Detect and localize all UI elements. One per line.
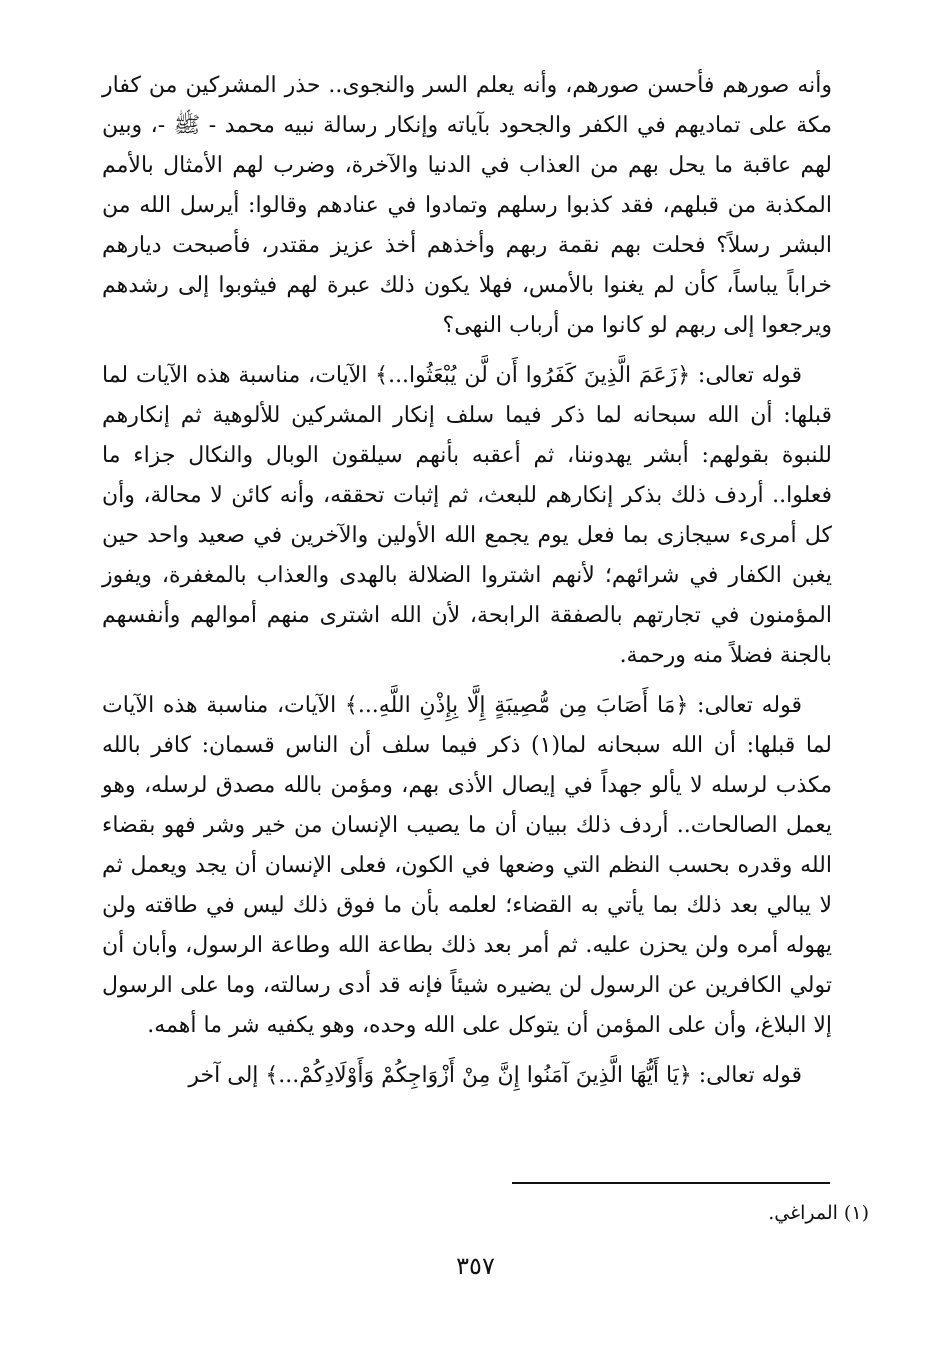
- footnote: (١) المراغي.: [768, 1202, 869, 1224]
- paragraph-verse-zaam: قوله تعالى: ﴿زَعَمَ الَّذِينَ كَفَرُوا أَن لَّن يُبْعَثُوا...﴾ الآيات، مناسبة هذه الآيات لما قبلها: أن الله سبحانه لما ذكر فيما سلف إنكار المشركين للألوهية ثم إنكارهم للنبوة بقولهم: أبشر يهدوننا، ثم أعقبه بأنهم سيلقون الوبال والنكال جزاء ما فعلوا.. أردف ذلك بذكر إنكارهم للبعث، ثم إثبات تحققه، وأنه كائن لا محالة، وأن كل أمرىء سيجازى بما فعل يوم يجمع الله الأولين والآخرين في صعيد واحد حين يغبن الكفار في شرائهم؛ لأنهم اشتروا الضلالة بالهدى والعذاب بالمغفرة، ويفوز المؤمنون في تجارتهم بالصفقة الرابحة، لأن الله اشترى منهم أموالهم وأنفسهم بالجنة فضلاً منه ورحمة.: [102, 363, 832, 668]
- paragraph-intro: وأنه صورهم فأحسن صورهم، وأنه يعلم السر والنجوى.. حذر المشركين من كفار مكة على تماديهم في الكفر والجحود بآياته وإنكار رسالة نبيه محمد - ﷺ -، وبين لهم عاقبة ما يحل بهم من العذاب في الدنيا والآخرة، وضرب لهم الأمثال بالأمم المكذبة من قبلهم، فقد كذبوا رسلهم وتمادوا في عنادهم وقالوا: أيرسل الله من البشر رسلاً؟ فحلت بهم نقمة ربهم وأخذهم أخذ عزيز مقتدر، فأصبحت ديارهم خراباً يباساً، كأن لم يغنوا بالأمس، فهلا يكون ذلك عبرة لهم فيثوبوا إلى رشدهم ويرجعوا إلى ربهم لو كانوا من أرباب النهى؟: [102, 73, 832, 338]
- footnote-divider: [512, 1182, 830, 1184]
- paragraph-verse-ma-asab: قوله تعالى: ﴿مَا أَصَابَ مِن مُّصِيبَةٍ إِلَّا بِإِذْنِ اللَّهِ...﴾ الآيات، مناسبة هذه الآيات لما قبلها: أن الله سبحانه لما(١) ذكر فيما سلف أن الناس قسمان: كافر بالله مكذب لرسله لا يألو جهداً في إيصال الأذى بهم، ومؤمن بالله مصدق لرسله، وهو يعمل الصالحات.. أردف ذلك ببيان أن ما يصيب الإنسان من خير وشر فهو بقضاء الله وقدره بحسب النظم التي وضعها في الكون، فعلى الإنسان أن يجد ويعمل ثم لا يبالي بعد ذلك بما يأتي به القضاء؛ لعلمه بأن ما فوق ذلك ليس في طاقته ولن يهوله أمره ولن يحزن عليه. ثم أمر بعد ذلك بطاعة الله وطاعة الرسول، وأبان أن تولي الكافرين عن الرسول لن يضيره شيئاً فإنه قد أدى رسالته، وما على الرسول إلا البلاغ، وأن على المؤمن أن يتوكل على الله وحده، وهو يكفيه شر ما أهمه.: [102, 693, 832, 1038]
- page-number: ٣٥٧: [456, 1252, 495, 1280]
- paragraph-verse-ya-ayyuha: قوله تعالى: ﴿يَا أَيُّهَا الَّذِينَ آمَنُوا إِنَّ مِنْ أَزْوَاجِكُمْ وَأَوْلَادِكُمْ...﴾ إلى آخر: [188, 1063, 802, 1088]
- page-body: [102, 66, 832, 1096]
